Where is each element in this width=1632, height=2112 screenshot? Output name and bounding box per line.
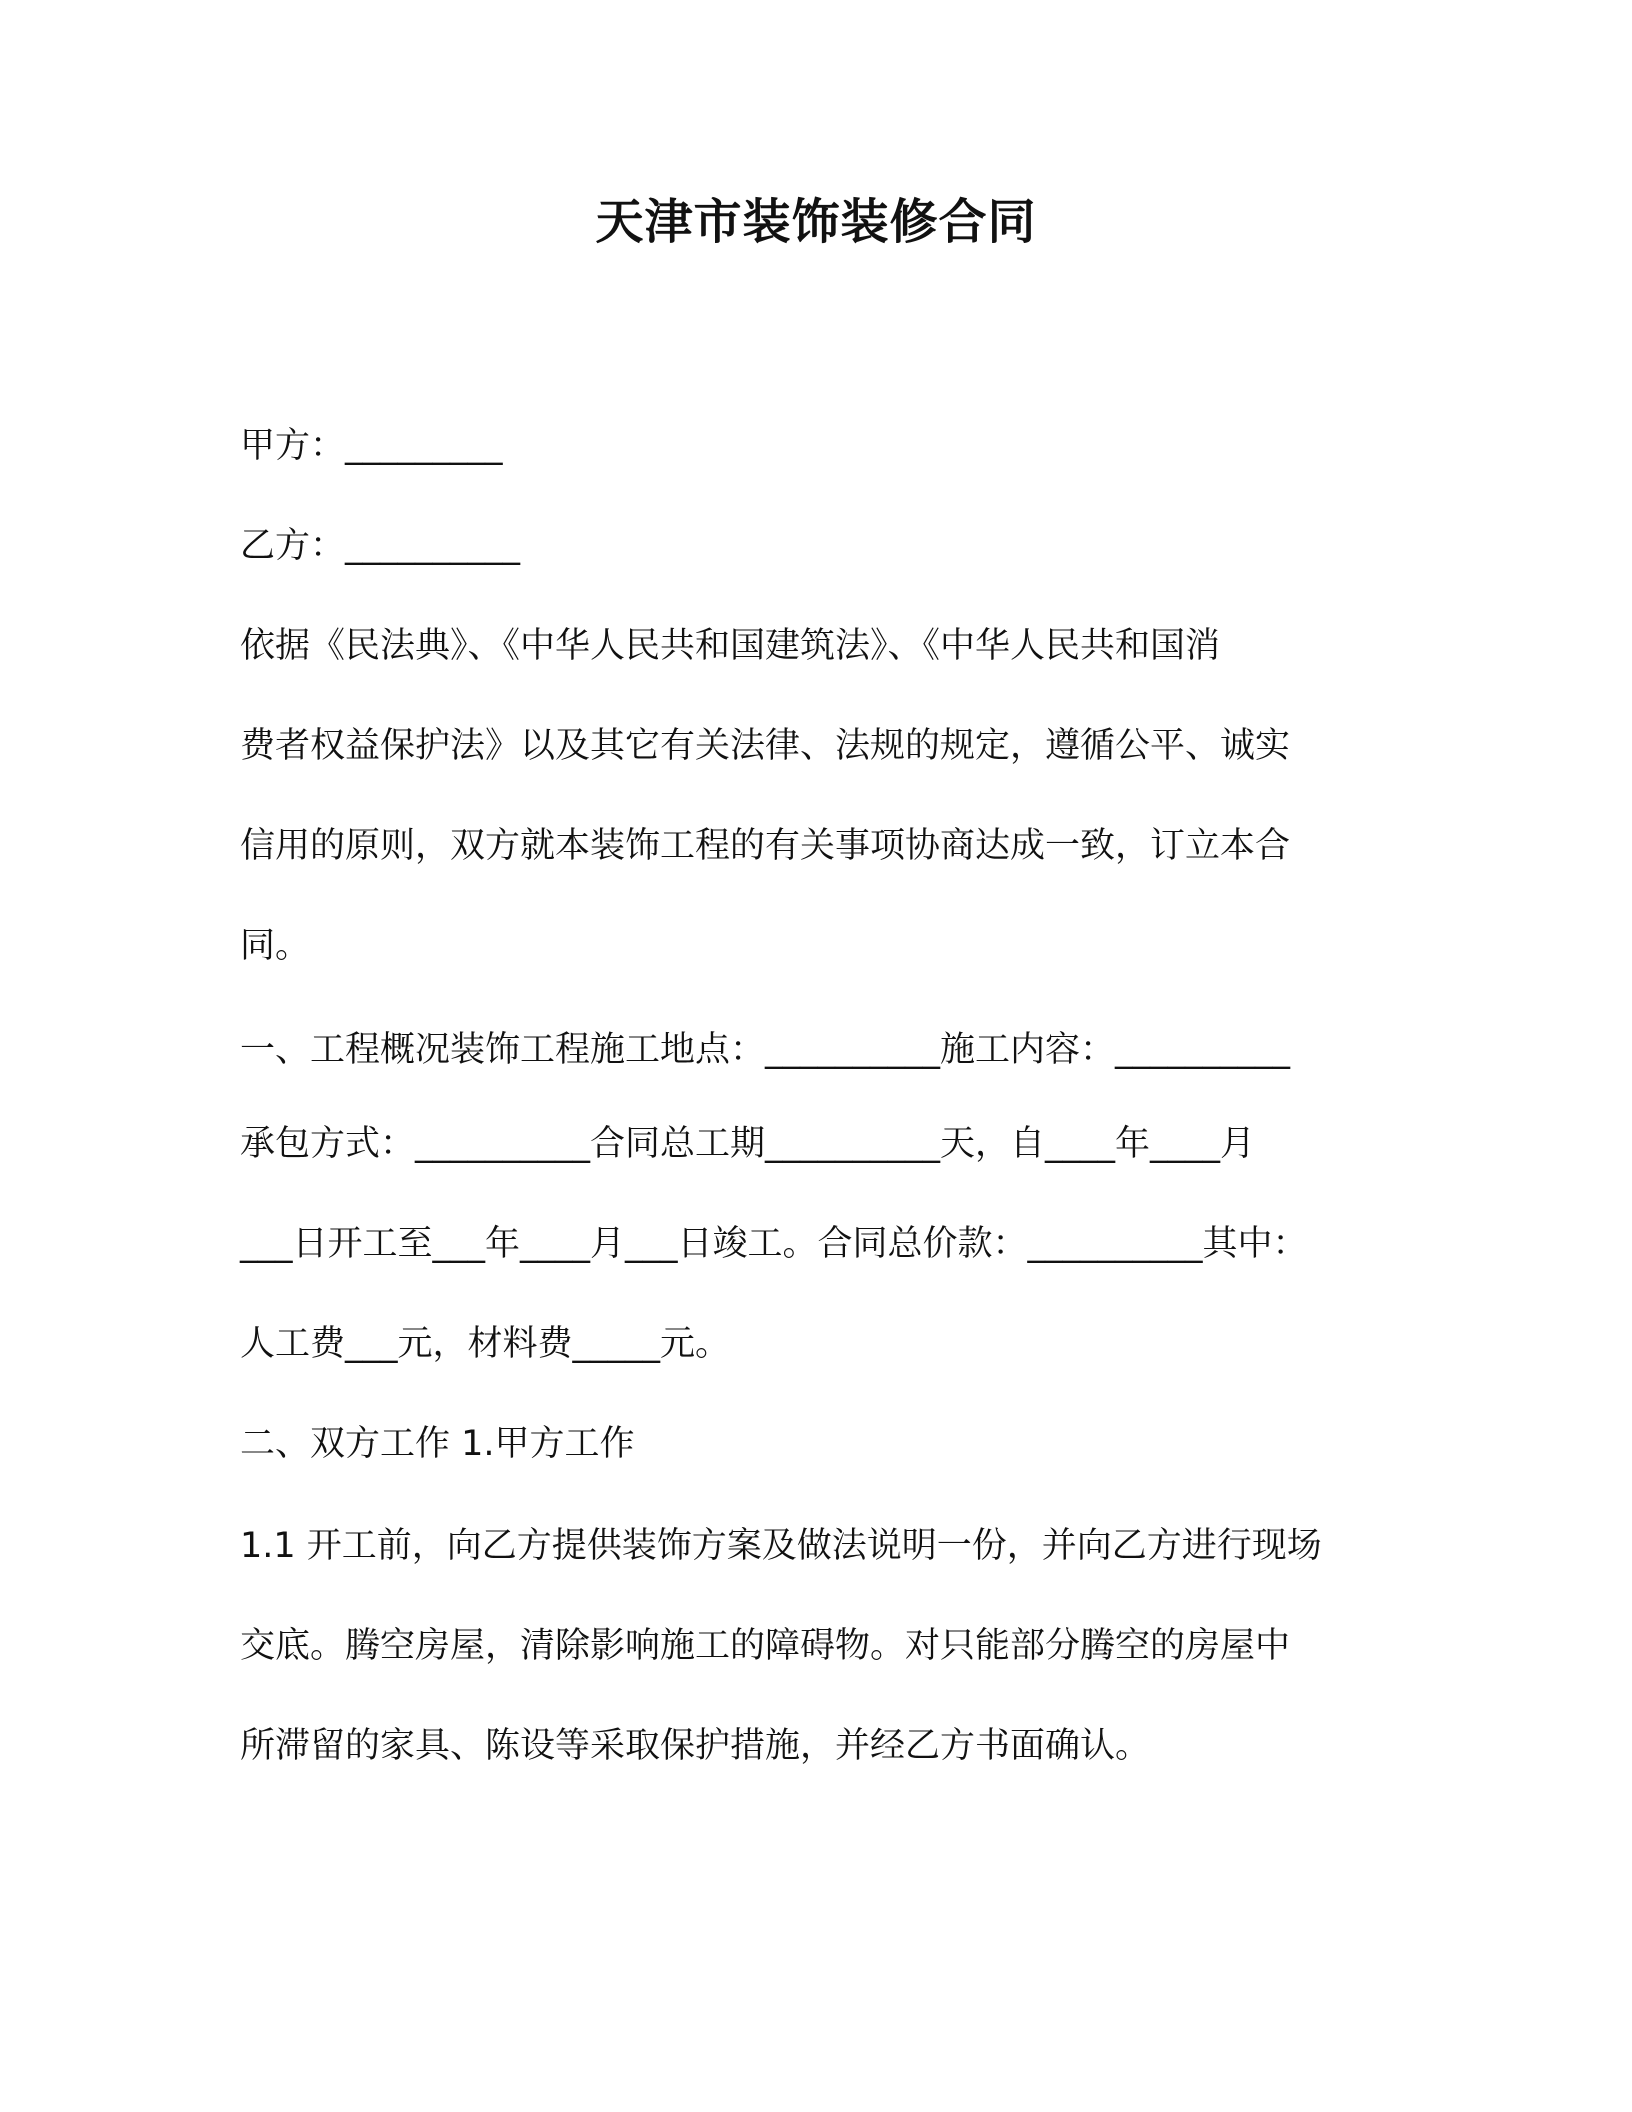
preamble-line-1: 依据《民法典》、《中华人民共和国建筑法》、《中华人民共和国消 bbox=[240, 626, 1221, 666]
document-title: 天津市装饰装修合同 bbox=[595, 194, 1037, 250]
clause-1-1-line-2: 交底。腾空房屋，清除影响施工的障碍物。对只能部分腾空的房屋中 bbox=[240, 1626, 1291, 1666]
clause-1-1-line-3: 所滞留的家具、陈设等采取保护措施，并经乙方书面确认。 bbox=[240, 1726, 1151, 1766]
section-1-line-1: 一、工程概况装饰工程施工地点：__________施工内容：__________ bbox=[240, 1030, 1291, 1070]
section-1-line-3: ___日开工至___年____月___日竣工。合同总价款：__________其中： bbox=[240, 1224, 1308, 1264]
section-1-line-4: 人工费___元，材料费_____元。 bbox=[240, 1324, 731, 1364]
section-2-heading: 二、双方工作 1.甲方工作 bbox=[240, 1424, 635, 1464]
section-1-line-2: 承包方式：__________合同总工期__________天，自____年____月 bbox=[240, 1124, 1256, 1164]
preamble-line-4: 同。 bbox=[240, 926, 311, 966]
party-a-line: 甲方：_________ bbox=[240, 426, 503, 466]
preamble-line-2: 费者权益保护法》以及其它有关法律、法规的规定，遵循公平、诚实 bbox=[240, 726, 1291, 766]
party-b-line: 乙方：__________ bbox=[240, 526, 521, 566]
clause-1-1-line-1: 1.1 开工前，向乙方提供装饰方案及做法说明一份，并向乙方进行现场 bbox=[240, 1526, 1322, 1566]
preamble-line-3: 信用的原则，双方就本装饰工程的有关事项协商达成一致，订立本合 bbox=[240, 826, 1291, 866]
